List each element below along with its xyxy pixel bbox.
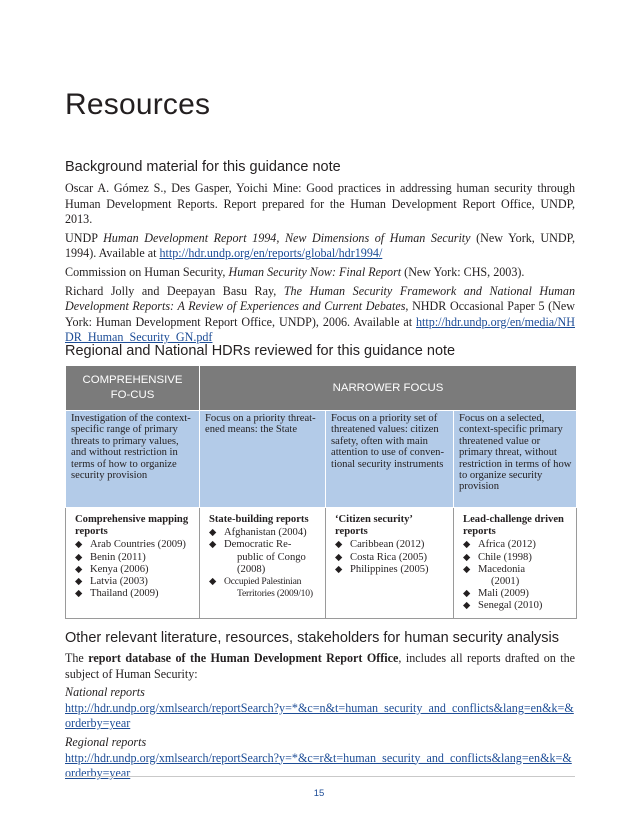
comprehensive-list-cell [66,508,200,619]
diamond-bullet-icon: ◆ [463,589,471,600]
description-cell: Focus on a priority threat-ened means: the State [200,411,326,508]
reference-3: Commission on Human Security, Human Security Now: Final Report (New York: CHS, 2003). [65,264,525,279]
diamond-bullet-icon: ◆ [463,540,471,551]
nhdr-guidance-link[interactable]: http://hdr.undp.org/en/media/NHDR_Human_Security_GN.pdf [65,314,575,345]
list-item: ◆ Senegal (2010) [463,600,543,612]
diamond-bullet-icon: ◆ [75,577,83,588]
lead-challenge-list-cell [454,508,577,619]
footer-divider [65,776,575,777]
list-item-continuation: public of Congo [237,551,306,563]
diamond-bullet-icon: ◆ [75,564,83,575]
diamond-bullet-icon: ◆ [75,589,83,600]
table-description-row [66,411,577,508]
table-header-row [66,366,577,411]
reference-3-title: Human Security Now: Final Report [228,264,402,279]
narrower-focus-header: NARROWER FOCUS [200,366,577,411]
comprehensive-focus-header: COMPREHENSIVE FO-CUS [66,366,200,411]
list-item: ◆ Arab Countries (2009) [75,539,186,551]
list-item: ◆ Macedonia [463,563,526,575]
page-title: Resources [65,88,211,121]
diamond-bullet-icon: ◆ [335,552,343,563]
page-number: 15 [313,788,325,799]
list-item: ◆ Afghanistan (2004) [209,527,307,539]
diamond-bullet-icon: ◆ [209,577,217,588]
diamond-bullet-icon: ◆ [463,564,471,575]
reference-2-title: Human Development Report 1994, New Dimensions of Human Security [103,230,471,245]
description-cell: Investigation of the context-specific range of primary threats to primary values, and without restriction in terms of how to organize security provision [66,411,200,508]
list-item: ◆ Democratic Re- [209,539,292,551]
list-item: ◆ Caribbean (2012) [335,539,425,551]
table-list-row [66,508,577,619]
background-section [65,159,575,349]
citizen-security-list-cell [326,508,454,619]
list-item: ◆ Chile (1998) [463,551,532,563]
regional-reports-link[interactable]: http://hdr.undp.org/xmlsearch/reportSearch?y=*&c=r&t=human_security_and_conflicts&lang=en&k=&orderby=year [65,750,572,781]
diamond-bullet-icon: ◆ [75,552,83,563]
database-name: report database of the Human Development Report Office [88,651,399,665]
list-item-continuation: (2001) [491,576,520,588]
description-cell: Focus on a selected, context-specific primary threatened value or primary threat, without restriction in terms of how to organize security provision [454,411,577,508]
reference-4-title: The Human Security Framework and National Human Development Reports: A Review of Experiences and Current Debates [65,283,575,314]
list-item: ◆ Kenya (2006) [75,563,149,575]
list-item: ◆ Mali (2009) [463,588,529,600]
database-intro: The report database of the Human Development Report Office, includes all reports drafted on the subject of Human Security: [65,651,576,681]
list-item: ◆ Latvia (2003) [75,576,148,588]
list-title: Comprehensive mapping reports [75,514,189,538]
list-item: ◆ Philippines (2005) [335,563,429,575]
list-title: Lead-challenge driven reports [463,514,564,538]
diamond-bullet-icon: ◆ [463,552,471,563]
diamond-bullet-icon: ◆ [463,601,471,612]
list-item: ◆ Benin (2011) [75,551,146,563]
list-item: ◆ Thailand (2009) [75,588,159,600]
hdrs-table [65,365,577,619]
reference-1: Oscar A. Gómez S., Des Gasper, Yoichi Mine: Good practices in addressing human security through Human Development Reports. Report prepared for the Human Development Report Office, UNDP, 2013. [65,181,575,227]
reference-2: UNDP Human Development Report 1994, New Dimensions of Human Security (New York, UNDP, 1994). Available at http://hdr.undp.org/en/reports/global/hdr1994/ [65,230,575,261]
hdr1994-link[interactable]: http://hdr.undp.org/en/reports/global/hdr1994/ [159,246,383,261]
list-item: ◆ Costa Rica (2005) [335,551,428,563]
description-cell: Focus on a priority set of threatened values: citizen safety, often with main attention to use of conven-tional security instruments [326,411,454,508]
state-building-list-cell [200,508,326,619]
national-reports-link[interactable]: http://hdr.undp.org/xmlsearch/reportSearch?y=*&c=n&t=human_security_and_conflicts&lang=en&k=&orderby=year [65,700,574,731]
regional-reports-label: Regional reports [65,734,147,749]
list-title: ‘Citizen security’ reports [335,514,413,538]
diamond-bullet-icon: ◆ [75,540,83,551]
diamond-bullet-icon: ◆ [335,540,343,551]
other-resources-heading: Other relevant literature, resources, stakeholders for human security analysis [65,630,560,646]
list-item: ◆ Occupied Palestinian [209,576,302,588]
hdrs-heading: Regional and National HDRs reviewed for this guidance note [65,343,456,359]
background-heading: Background material for this guidance note [65,159,341,175]
national-reports-label: National reports [65,685,145,700]
diamond-bullet-icon: ◆ [209,528,217,539]
diamond-bullet-icon: ◆ [335,564,343,575]
other-resources-section [65,630,575,785]
list-item-continuation: (2008) [237,563,266,575]
diamond-bullet-icon: ◆ [209,540,217,551]
list-item: ◆ Africa (2012) [463,539,536,551]
list-title: State-building reports [209,514,309,525]
reference-4: Richard Jolly and Deepayan Basu Ray, The Human Security Framework and National Human Development Reports: A Review of Experiences and Current Debates, NHDR Occasional Paper 5 (New York: Human Development Report Office, UNDP), 2006. Available at http://hdr.undp.org/en/media/NHDR_Human_Security_GN.pdf [65,283,575,345]
list-item-continuation: Territories (2009/10) [237,588,313,600]
